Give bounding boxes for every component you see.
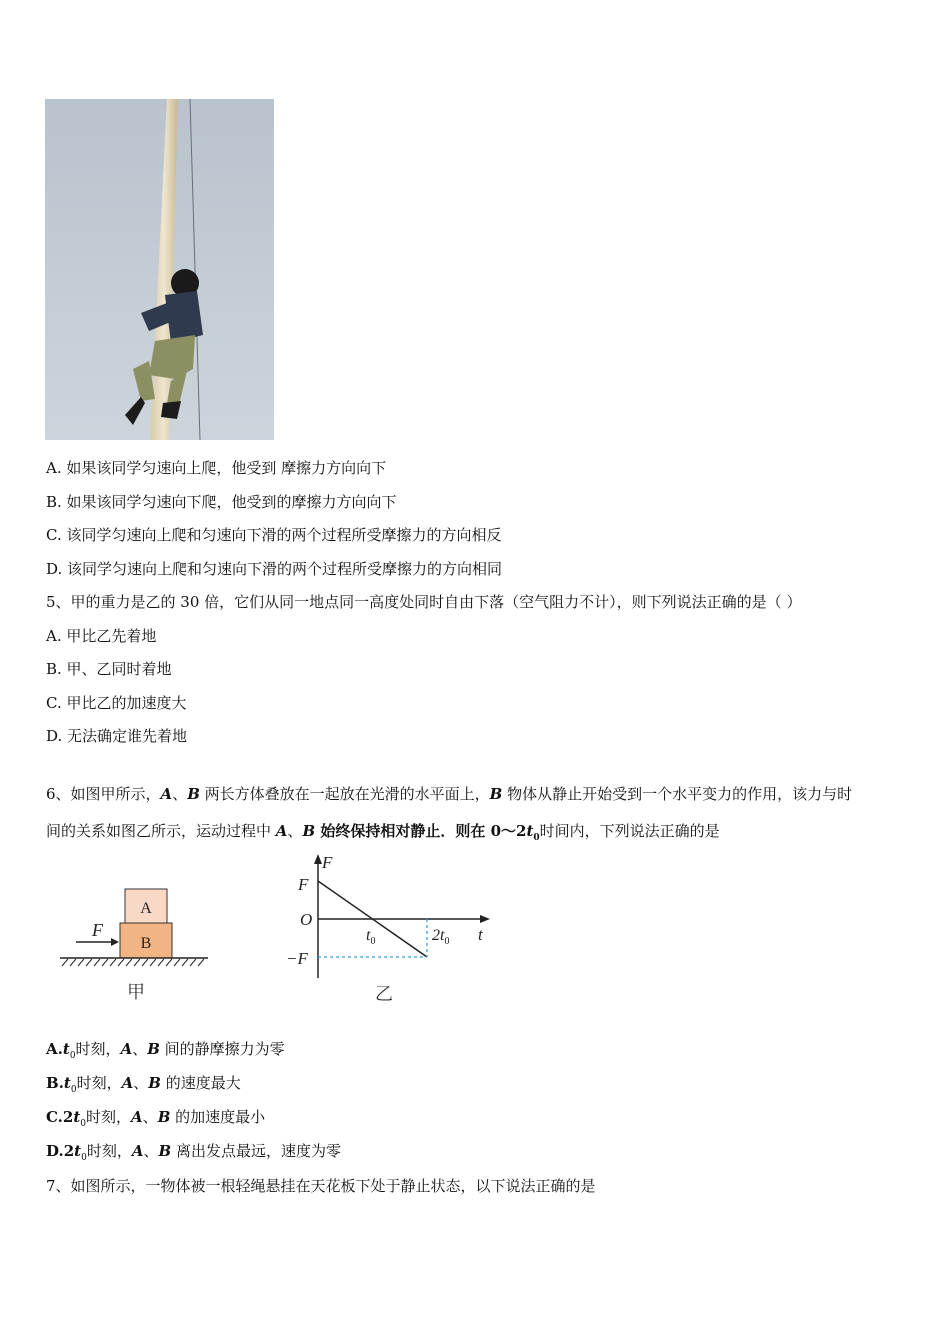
tick-label-t0: $t_0$ — [366, 927, 376, 947]
q6-option-a: $A.t_0$时刻，A、B 间的静摩擦力为零 — [46, 1040, 285, 1061]
q6-option-d: $D.2t_0$时刻，A、B 离出发点最远，速度为零 — [46, 1142, 341, 1163]
figure-yi-force-time-graph — [280, 852, 500, 1006]
tick-label-2t0: $2t_0$ — [432, 927, 450, 947]
q6-option-c: $C.2t_0$时刻，A、B 的加速度最小 — [46, 1108, 266, 1129]
block-a-label: A — [140, 900, 152, 917]
q6-option-b: $B.t_0$时刻，A、B 的速度最大 — [46, 1074, 241, 1095]
pole-climbing-photo — [45, 99, 274, 440]
q5-option-d: D. 无法确定谁先着地 — [46, 727, 188, 745]
figure-jia-caption: 甲 — [127, 982, 145, 1003]
figure-yi-caption: 乙 — [375, 984, 393, 1005]
q4-option-d: D. 该同学匀速向上爬和匀速向下滑的两个过程所受摩擦力的方向相同 — [46, 560, 503, 578]
q4-option-b: B. 如果该同学匀速向下爬，他受到的摩擦力方向向下 — [46, 493, 397, 511]
q6-stem-line2: 间的关系如图乙所示，运动过程中 A、B 始终保持相对静止．则在 $0\sim 2t_0$时间内，下列说法正确的是 — [46, 822, 720, 843]
x-axis-label: t — [478, 925, 483, 944]
q5-option-a: A. 甲比乙先着地 — [46, 627, 157, 645]
tick-label-top: F — [298, 875, 309, 894]
y-axis-label: F — [322, 853, 333, 872]
q4-option-a: A. 如果该同学匀速向上爬，他受到 摩擦力方向向下 — [46, 459, 387, 477]
origin-label: O — [300, 910, 313, 929]
q5-option-c: C. 甲比乙的加速度大 — [46, 694, 187, 712]
q5-option-b: B. 甲、乙同时着地 — [46, 660, 172, 678]
force-label: F — [92, 920, 103, 940]
tick-label-bottom: −F — [286, 949, 308, 968]
q5-stem: 5、甲的重力是乙的 30 倍，它们从同一地点同一高度处同时自由下落（空气阻力不计），则下列说法正确的是（ ） — [46, 593, 802, 611]
block-b-label: B — [140, 935, 152, 952]
figure-jia-blocks — [56, 882, 216, 1006]
q4-option-c: C. 该同学匀速向上爬和匀速向下滑的两个过程所受摩擦力的方向相反 — [46, 526, 502, 544]
q6-stem-line1: 6、如图甲所示，A、B 两长方体叠放在一起放在光滑的水平面上，B 物体从静止开始受到一个水平变力的作用，该力与时 — [46, 785, 853, 803]
q7-stem: 7、如图所示，一物体被一根轻绳悬挂在天花板下处于静止状态，以下说法正确的是 — [46, 1177, 596, 1195]
